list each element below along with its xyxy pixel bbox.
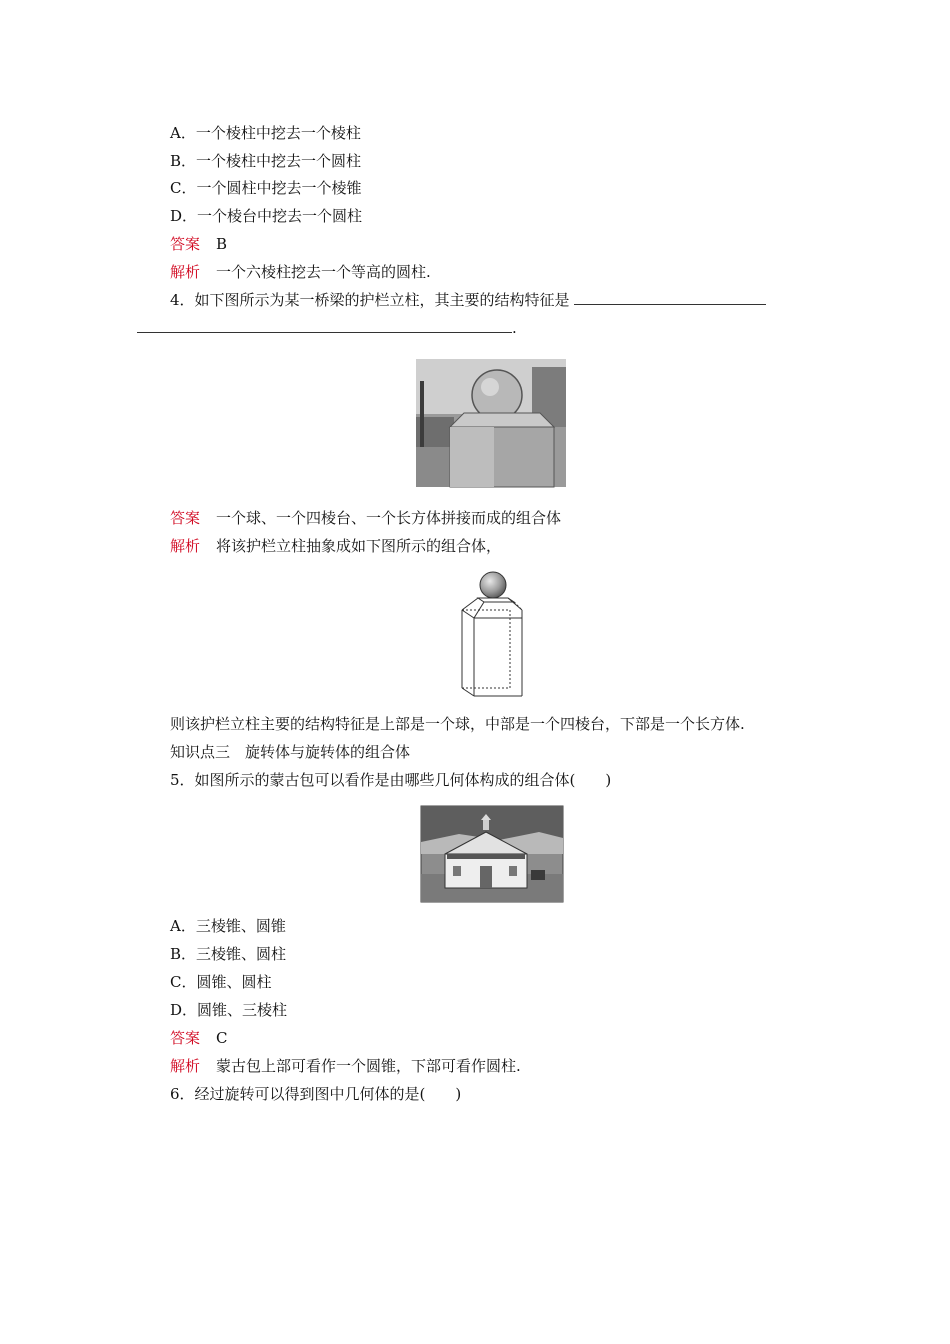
analysis-label: 解析 xyxy=(170,263,201,281)
q3-option-c: C．一个圆柱中挖去一个棱锥 xyxy=(170,179,362,197)
guardrail-post-photo xyxy=(402,347,580,499)
q5-option-a: A．三棱锥、圆锥 xyxy=(170,917,286,935)
q5-answer xyxy=(170,1028,228,1048)
answer-blank xyxy=(574,290,766,305)
analysis-text: 一个六棱柱挖去一个等高的圆柱. xyxy=(216,263,431,281)
analysis-label: 解析 xyxy=(170,1057,201,1075)
q3-option-b: B．一个棱柱中挖去一个圆柱 xyxy=(170,152,362,170)
q3-analysis xyxy=(170,262,431,282)
analysis-text: 将该护栏立柱抽象成如下图所示的组合体， xyxy=(216,537,502,555)
section-title: 知识点三 旋转体与旋转体的组合体 xyxy=(170,743,411,761)
analysis-label: 解析 xyxy=(170,537,201,555)
answer-value: 一个球、一个四棱台、一个长方体拼接而成的组合体 xyxy=(216,509,562,527)
composite-solid-diagram xyxy=(452,564,534,704)
answer-label: 答案 xyxy=(170,235,201,253)
q3-option-d: D．一个棱台中挖去一个圆柱 xyxy=(170,207,363,225)
q5-option-d: D．圆锥、三棱柱 xyxy=(170,1001,288,1019)
answer-blank-2 xyxy=(137,318,512,333)
q5-analysis xyxy=(170,1056,521,1076)
yurt-photo xyxy=(419,804,565,904)
q6-question: 6．经过旋转可以得到图中几何体的是( ) xyxy=(170,1085,462,1103)
q4-analysis xyxy=(170,536,501,556)
q4-conclusion: 则该护栏立柱主要的结构特征是上部是一个球，中部是一个四棱台，下部是一个长方体. xyxy=(170,715,745,733)
answer-value: C xyxy=(216,1029,228,1047)
q4-question xyxy=(170,290,766,310)
q5-option-b: B．三棱锥、圆柱 xyxy=(170,945,287,963)
q5-option-c: C．圆锥、圆柱 xyxy=(170,973,272,991)
answer-label: 答案 xyxy=(170,509,201,527)
answer-label: 答案 xyxy=(170,1029,201,1047)
q4-question-text: 4．如下图所示为某一桥梁的护栏立柱，其主要的结构特征是 xyxy=(170,291,570,309)
blank-period: . xyxy=(512,319,517,337)
q3-option-a: A．一个棱柱中挖去一个棱柱 xyxy=(170,124,361,142)
q3-answer xyxy=(170,234,227,254)
q4-answer xyxy=(170,508,561,528)
q5-question: 5．如图所示的蒙古包可以看作是由哪些几何体构成的组合体( ) xyxy=(170,771,612,789)
answer-value: B xyxy=(216,235,228,253)
q4-blank-continuation xyxy=(137,318,517,338)
analysis-text: 蒙古包上部可看作一个圆锥，下部可看作圆柱. xyxy=(216,1057,521,1075)
